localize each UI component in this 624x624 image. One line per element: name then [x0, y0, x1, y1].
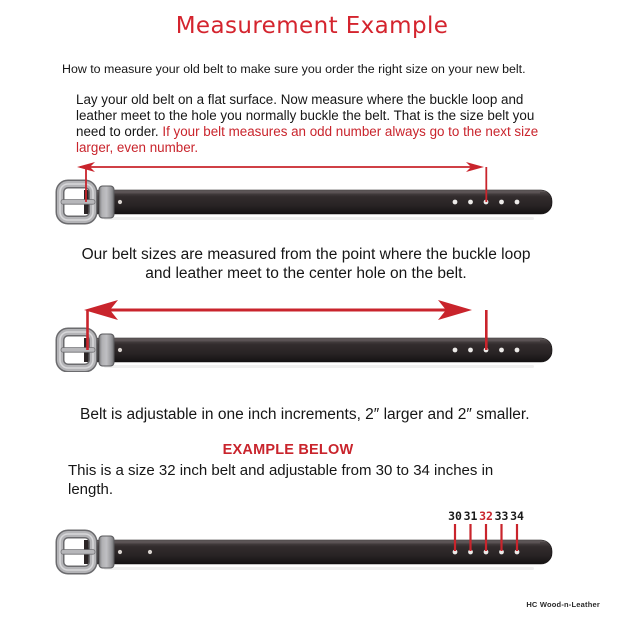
size-label-30: 30: [448, 509, 462, 523]
size-labels: [448, 509, 524, 523]
adjustable-note-text: Belt is adjustable in one inch increments, 2″ larger and 2″ smaller.: [80, 406, 530, 423]
belt-image-3: [60, 534, 552, 570]
belt-diagram-size-example: [0, 503, 624, 577]
page-title: Measurement Example: [175, 13, 449, 39]
belt-diagram-center-hole: [0, 298, 624, 372]
belt-image-1: [60, 184, 552, 220]
size-label-31: 31: [463, 509, 478, 523]
size-label-33: 33: [494, 509, 509, 523]
instructions-paragraph: [76, 92, 544, 156]
instructions-red-note: If your belt measures an odd number always go to the next size larger, even number.: [76, 124, 539, 155]
intro-text: How to measure your old belt to make sure you order the right size on your new belt.: [62, 62, 526, 76]
instructions-black-text: Lay your old belt on a flat surface. Now measure where the buckle loop and leather meet to the hole you normally buckle the belt. That is the size belt you need to order.: [76, 92, 535, 139]
belt-image-2: [60, 332, 552, 368]
example-note-text: This is a size 32 inch belt and adjustable from 30 to 34 inches in length.: [68, 462, 494, 498]
brand-watermark: HC Wood-n-Leather: [526, 600, 600, 609]
belt-diagram-measure-old-belt: [0, 158, 624, 226]
measure-note-text: Our belt sizes are measured from the point where the buckle loop and leather meet to the center hole on the belt.: [81, 246, 531, 282]
example-heading: EXAMPLE BELOW: [222, 442, 354, 458]
size-label-32: 32: [479, 509, 493, 523]
size-label-34: 34: [510, 509, 524, 523]
